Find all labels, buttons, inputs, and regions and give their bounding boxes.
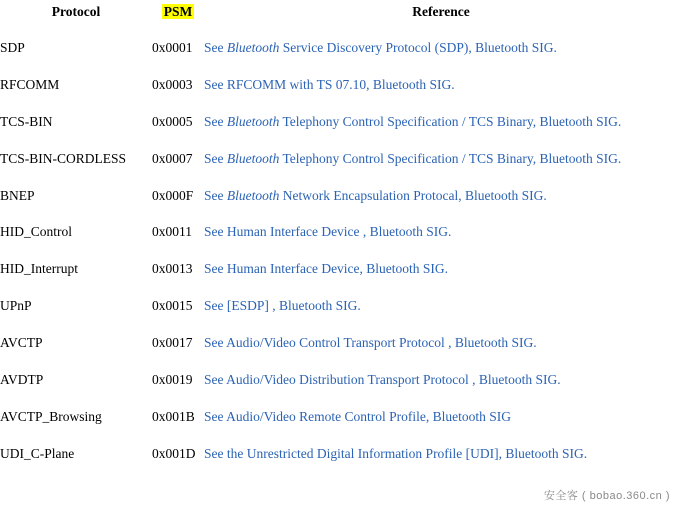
cell-reference <box>204 214 678 251</box>
cell-protocol: RFCOMM <box>0 76 60 92</box>
cell-psm: 0x001D <box>152 445 196 461</box>
reference-text-pre: See [ESDP] , Bluetooth SIG. <box>204 298 361 314</box>
reference-text-pre: See Audio/Video Distribution Transport Protocol , Bluetooth SIG. <box>204 371 561 387</box>
reference-link[interactable] <box>204 298 361 313</box>
reference-link[interactable] <box>204 114 621 129</box>
table-body <box>0 30 678 473</box>
cell-reference <box>204 67 678 104</box>
reference-link[interactable] <box>204 335 537 350</box>
table-row <box>0 104 678 141</box>
cell-psm: 0x0017 <box>152 335 193 350</box>
table-row <box>0 67 678 104</box>
table-header-row <box>0 0 678 30</box>
table-row <box>0 178 678 215</box>
table-row <box>0 362 678 399</box>
reference-link[interactable] <box>204 151 621 166</box>
table-row <box>0 288 678 325</box>
reference-text-post: Service Discovery Protocol (SDP), Bluetooth SIG. <box>279 40 557 55</box>
cell-reference <box>204 251 678 288</box>
column-header-reference: Reference <box>412 4 470 19</box>
reference-text-pre: See RFCOMM with TS 07.10, Bluetooth SIG. <box>204 76 455 92</box>
cell-protocol: AVCTP_Browsing <box>0 408 102 424</box>
reference-text-italic: Bluetooth <box>226 40 280 55</box>
reference-text-italic: Bluetooth <box>226 187 280 203</box>
cell-protocol: TCS-BIN-CORDLESS <box>0 150 127 166</box>
table-row <box>0 251 678 288</box>
reference-text-pre: See Human Interface Device, Bluetooth SIG. <box>204 261 449 277</box>
reference-text-post: Network Encapsulation Protocal, Bluetooth SIG. <box>279 187 547 203</box>
reference-text-pre: See Human Interface Device , Bluetooth SIG. <box>204 224 452 240</box>
reference-link[interactable] <box>204 40 557 55</box>
cell-psm: 0x0007 <box>152 150 193 166</box>
reference-text-pre: See <box>204 150 227 166</box>
cell-protocol: TCS-BIN <box>0 113 53 129</box>
reference-text-pre: See <box>204 40 227 55</box>
cell-reference <box>204 362 678 399</box>
reference-text-pre: See Audio/Video Remote Control Profile, Bluetooth SIG <box>204 408 512 424</box>
cell-protocol: UDI_C-Plane <box>0 445 75 461</box>
cell-psm: 0x001B <box>152 408 195 424</box>
cell-protocol: HID_Interrupt <box>0 261 78 277</box>
table-row <box>0 141 678 178</box>
reference-text-italic: Bluetooth <box>226 113 280 129</box>
table-row <box>0 436 678 473</box>
reference-link[interactable] <box>204 188 547 203</box>
cell-reference <box>204 141 678 178</box>
reference-link[interactable] <box>204 372 561 387</box>
table-row <box>0 325 678 362</box>
cell-reference <box>204 288 678 325</box>
reference-text-pre: See Audio/Video Control Transport Protocol , Bluetooth SIG. <box>204 335 537 350</box>
cell-psm: 0x0013 <box>152 261 193 277</box>
reference-link[interactable] <box>204 224 451 239</box>
reference-link[interactable] <box>204 409 511 424</box>
cell-protocol: HID_Control <box>0 224 72 240</box>
reference-text-pre: See <box>204 113 227 129</box>
cell-protocol: AVCTP <box>0 335 43 350</box>
reference-text-post: Telephony Control Specification / TCS Binary, Bluetooth SIG. <box>279 150 622 166</box>
cell-reference <box>204 104 678 141</box>
reference-link[interactable] <box>204 77 455 92</box>
cell-psm: 0x0019 <box>152 371 193 387</box>
table-row <box>0 399 678 436</box>
cell-protocol: AVDTP <box>0 371 44 387</box>
cell-reference <box>204 325 678 362</box>
cell-protocol: BNEP <box>0 187 35 203</box>
cell-psm: 0x0001 <box>152 40 193 55</box>
cell-protocol: UPnP <box>0 298 32 314</box>
reference-link[interactable] <box>204 261 448 276</box>
table-row <box>0 214 678 251</box>
column-header-psm <box>152 0 204 30</box>
cell-psm: 0x0005 <box>152 113 193 129</box>
cell-reference <box>204 30 678 67</box>
cell-psm: 0x0011 <box>152 224 192 240</box>
cell-reference <box>204 399 678 436</box>
cell-psm: 0x0003 <box>152 76 193 92</box>
table-header <box>0 0 678 30</box>
cell-reference <box>204 436 678 473</box>
reference-text-pre: See <box>204 187 227 203</box>
reference-text-post: Telephony Control Specification / TCS Binary, Bluetooth SIG. <box>279 113 622 129</box>
cell-protocol: SDP <box>0 40 25 55</box>
cell-psm: 0x000F <box>152 187 194 203</box>
psm-header-highlight: PSM <box>163 4 193 19</box>
column-header-protocol: Protocol <box>51 4 101 19</box>
cell-reference <box>204 178 678 215</box>
reference-text-pre: See the Unrestricted Digital Information Profile [UDI], Bluetooth SIG. <box>204 445 588 461</box>
reference-link[interactable] <box>204 446 587 461</box>
watermark: 安全客 ( bobao.360.cn ) <box>543 490 670 502</box>
cell-psm: 0x0015 <box>152 298 193 314</box>
table-row <box>0 30 678 67</box>
reference-text-italic: Bluetooth <box>226 150 280 166</box>
